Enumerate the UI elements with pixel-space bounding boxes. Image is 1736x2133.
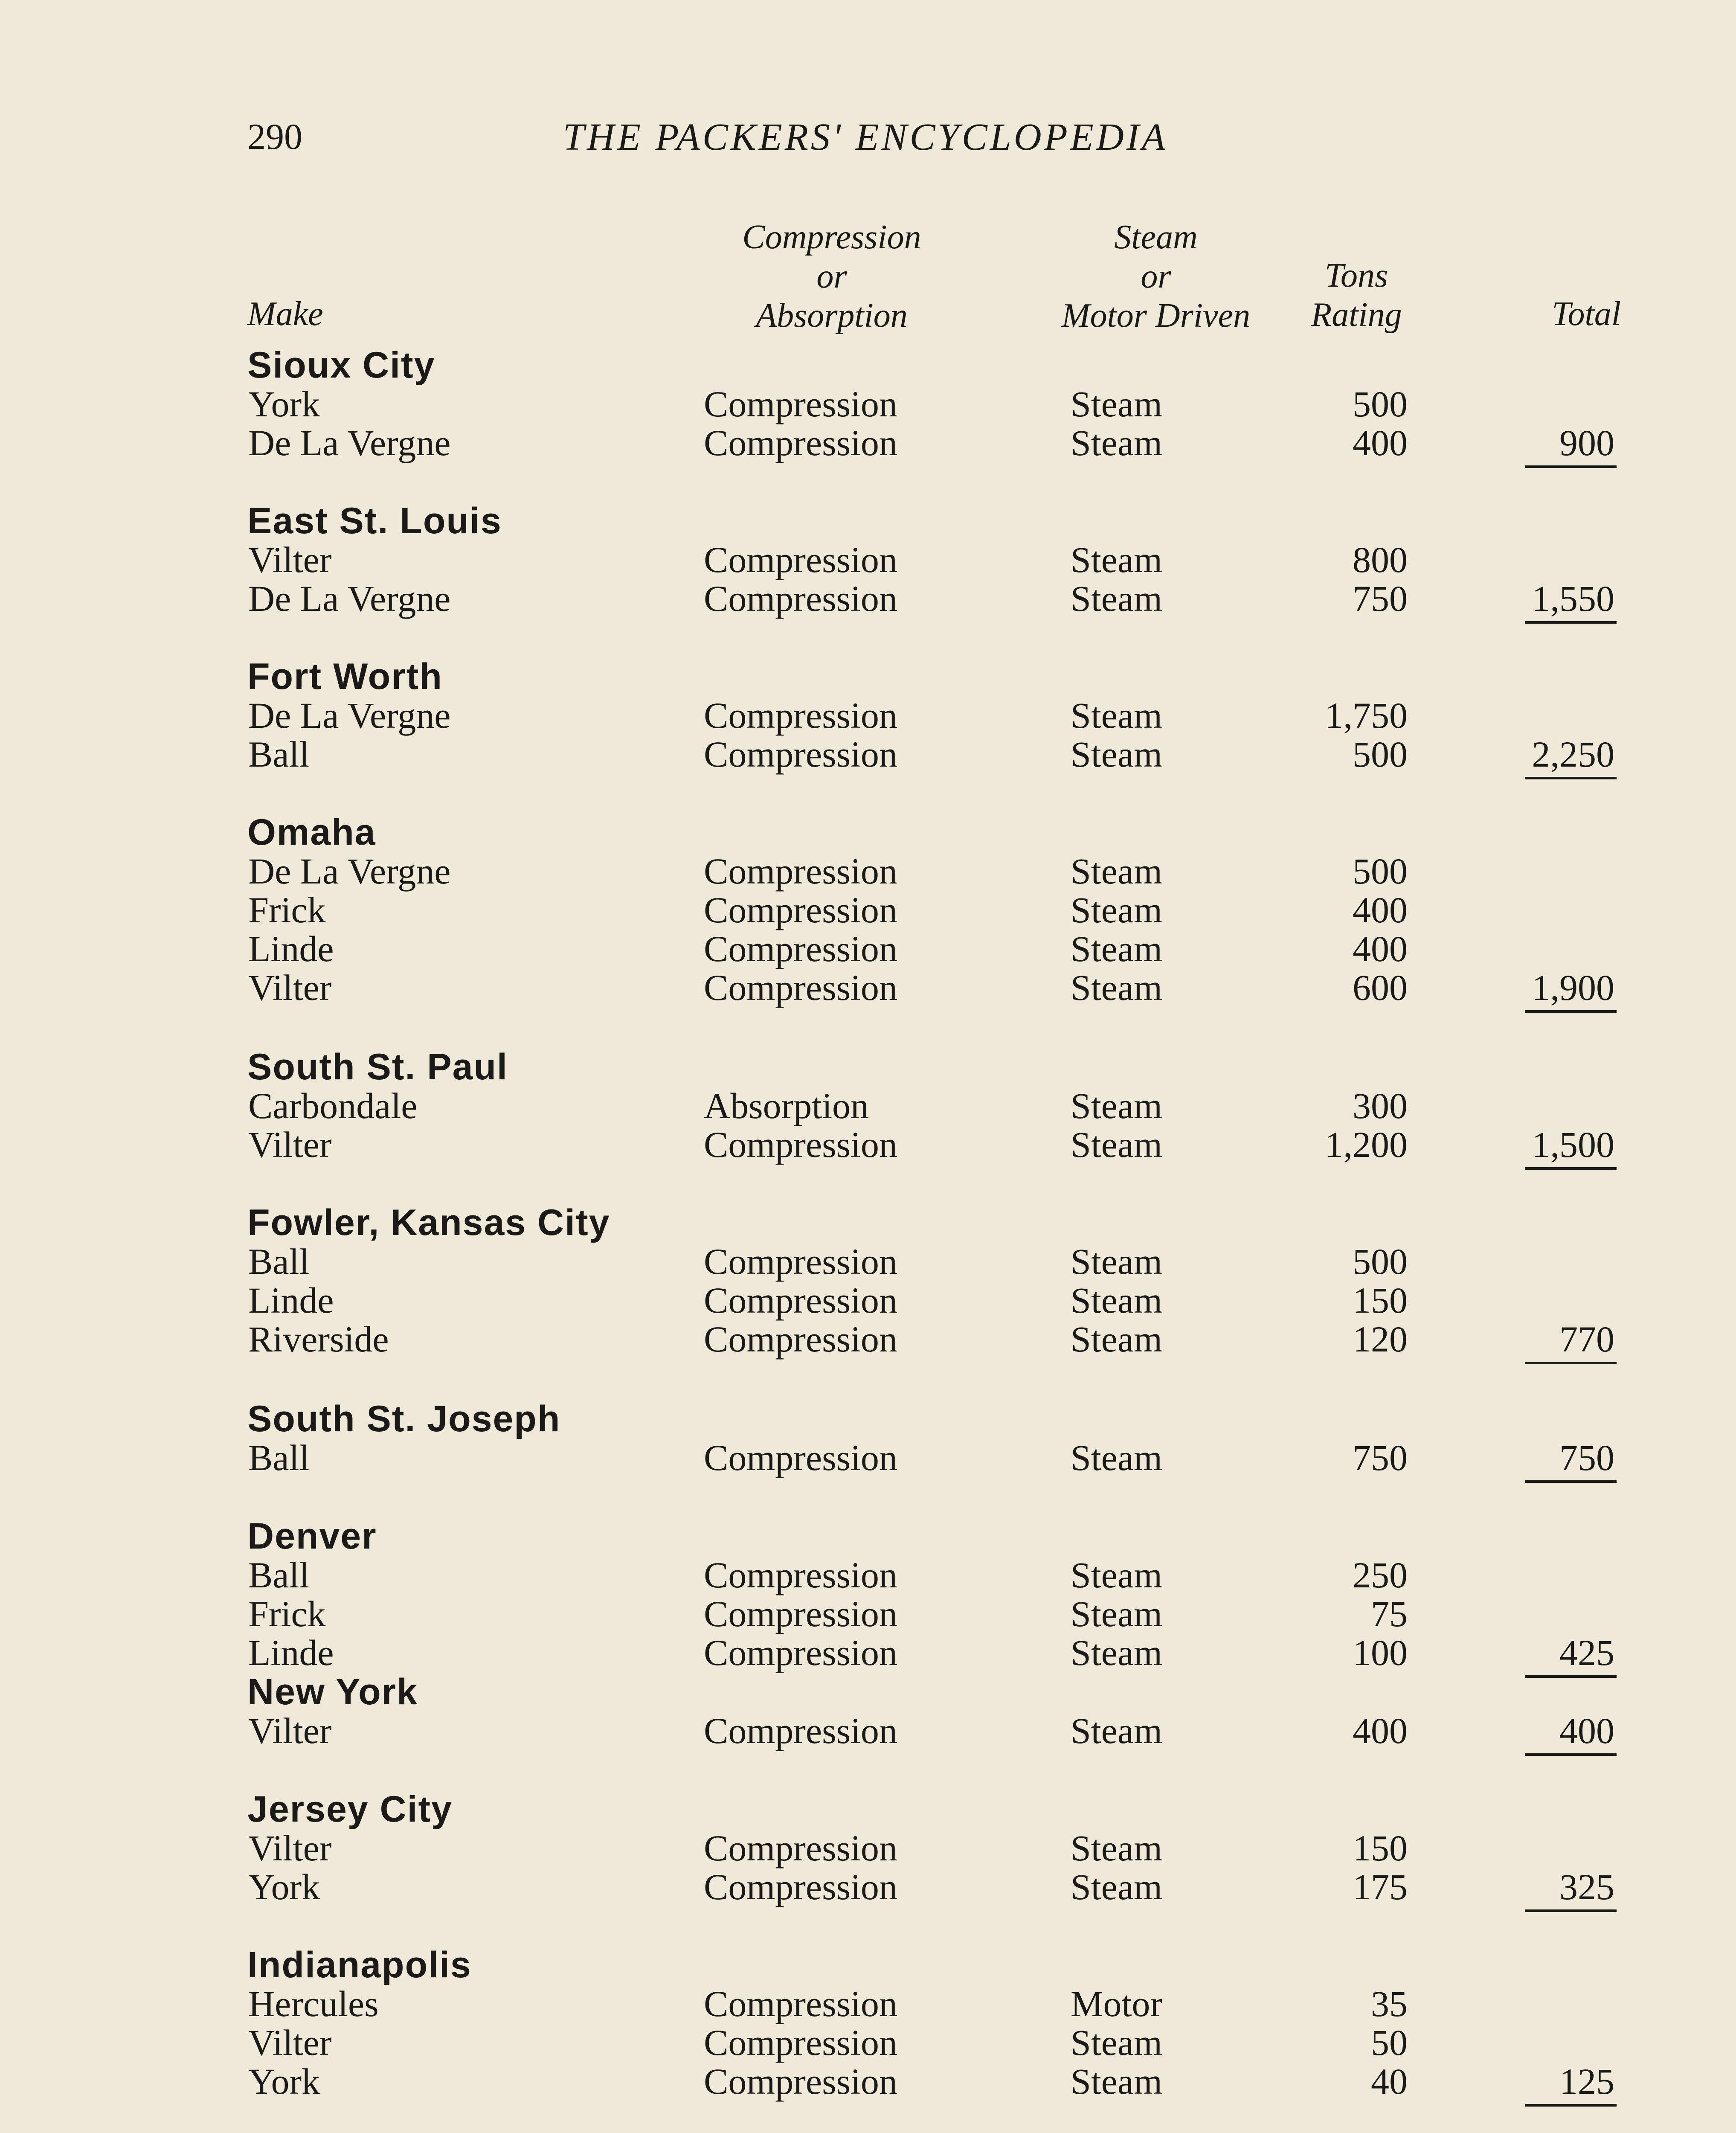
cell-total: 425 xyxy=(1559,1632,1614,1673)
cell-drive: Steam xyxy=(1071,1124,1162,1165)
column-header-tons xyxy=(1288,256,1425,334)
cell-tons: 400 xyxy=(1353,1710,1408,1751)
cell-make: Vilter xyxy=(248,1710,332,1751)
page-number: 290 xyxy=(247,116,302,157)
cell-make: Frick xyxy=(248,1593,326,1634)
cell-tons: 175 xyxy=(1353,1866,1408,1907)
cell-drive: Steam xyxy=(1071,2061,1162,2102)
table-row xyxy=(0,1319,1736,1359)
page-title: THE PACKERS' ENCYCLOPEDIA xyxy=(563,116,1168,158)
column-header-method xyxy=(682,218,981,335)
column-header-tons-line: Rating xyxy=(1311,296,1402,334)
column-header-make-label: Make xyxy=(247,295,323,333)
cell-make: York xyxy=(248,2061,320,2102)
total-rule xyxy=(1525,465,1617,468)
cell-tons: 800 xyxy=(1353,539,1408,580)
cell-tons: 50 xyxy=(1371,2022,1408,2063)
table-row xyxy=(0,540,1736,579)
cell-method: Absorption xyxy=(704,1085,869,1126)
column-header-method-line: Absorption xyxy=(756,297,908,334)
cell-total: 1,550 xyxy=(1532,578,1614,619)
cell-make: De La Vergne xyxy=(248,851,451,892)
table-row xyxy=(0,1711,1736,1750)
cell-make: De La Vergne xyxy=(248,695,451,736)
city-heading: Jersey City xyxy=(247,1789,453,1830)
cell-drive: Steam xyxy=(1071,1710,1162,1751)
column-header-tons-line: Tons xyxy=(1324,257,1388,294)
cell-make: York xyxy=(248,1866,320,1907)
total-rule xyxy=(1525,1753,1617,1756)
total-rule xyxy=(1525,2104,1617,2107)
cell-method: Compression xyxy=(704,1555,897,1595)
cell-tons: 500 xyxy=(1353,734,1408,775)
cell-make: Linde xyxy=(248,1280,334,1321)
table-row xyxy=(0,1438,1736,1477)
cell-make: Linde xyxy=(248,928,334,969)
table-row xyxy=(0,1086,1736,1125)
cell-total: 125 xyxy=(1559,2061,1614,2102)
table-row xyxy=(0,890,1736,930)
table-row xyxy=(0,423,1736,462)
cell-method: Compression xyxy=(704,889,897,930)
cell-make: De La Vergne xyxy=(248,578,451,619)
city-heading: South St. Joseph xyxy=(247,1398,561,1439)
cell-drive: Steam xyxy=(1071,422,1162,463)
column-header-method-line: Compression xyxy=(742,218,921,256)
cell-make: Vilter xyxy=(248,1124,332,1165)
cell-drive: Steam xyxy=(1071,1085,1162,1126)
cell-tons: 750 xyxy=(1353,578,1408,619)
column-header-drive-line: or xyxy=(1141,258,1171,295)
cell-total: 1,500 xyxy=(1532,1124,1614,1165)
city-heading: South St. Paul xyxy=(247,1046,508,1087)
total-rule xyxy=(1525,1675,1617,1678)
cell-total: 770 xyxy=(1559,1319,1614,1360)
cell-tons: 1,200 xyxy=(1325,1124,1408,1165)
cell-tons: 120 xyxy=(1353,1319,1408,1360)
cell-make: Linde xyxy=(248,1632,334,1673)
cell-drive: Steam xyxy=(1071,734,1162,775)
cell-make: Vilter xyxy=(248,2022,332,2063)
table-row xyxy=(0,968,1736,1007)
table-row xyxy=(0,1594,1736,1633)
running-head xyxy=(247,115,1612,162)
table-row xyxy=(0,1867,1736,1906)
cell-method: Compression xyxy=(704,851,897,892)
column-header-make xyxy=(247,294,323,334)
city-heading: Fort Worth xyxy=(247,656,443,697)
cell-method: Compression xyxy=(704,1593,897,1634)
table-row xyxy=(0,2062,1736,2101)
total-rule xyxy=(1525,1480,1617,1483)
cell-tons: 35 xyxy=(1371,1983,1408,2024)
table-row xyxy=(0,735,1736,774)
cell-tons: 500 xyxy=(1353,384,1408,424)
cell-drive: Steam xyxy=(1071,1241,1162,1282)
cell-method: Compression xyxy=(704,1828,897,1869)
cell-method: Compression xyxy=(704,539,897,580)
total-rule xyxy=(1525,1909,1617,1912)
cell-tons: 500 xyxy=(1353,851,1408,892)
city-heading: Indianapolis xyxy=(247,1944,472,1985)
cell-method: Compression xyxy=(704,967,897,1008)
cell-tons: 750 xyxy=(1353,1437,1408,1478)
city-heading: New York xyxy=(247,1671,418,1712)
cell-method: Compression xyxy=(704,578,897,619)
cell-make: Ball xyxy=(248,734,310,775)
cell-make: Ball xyxy=(248,1555,310,1595)
cell-drive: Steam xyxy=(1071,2022,1162,2063)
table-row xyxy=(0,1828,1736,1868)
total-rule xyxy=(1525,621,1617,624)
cell-total: 750 xyxy=(1559,1437,1614,1478)
table-row xyxy=(0,2023,1736,2062)
cell-method: Compression xyxy=(704,2061,897,2102)
cell-tons: 150 xyxy=(1353,1828,1408,1869)
total-rule xyxy=(1525,777,1617,779)
cell-method: Compression xyxy=(704,1983,897,2024)
cell-method: Compression xyxy=(704,422,897,463)
cell-drive: Steam xyxy=(1071,1828,1162,1869)
total-rule xyxy=(1525,1010,1617,1013)
cell-method: Compression xyxy=(704,1437,897,1478)
cell-drive: Steam xyxy=(1071,1555,1162,1595)
cell-make: Vilter xyxy=(248,1828,332,1869)
cell-total: 2,250 xyxy=(1532,734,1614,775)
cell-tons: 400 xyxy=(1353,889,1408,930)
cell-method: Compression xyxy=(704,695,897,736)
cell-drive: Steam xyxy=(1071,384,1162,424)
cell-method: Compression xyxy=(704,1632,897,1673)
cell-drive: Steam xyxy=(1071,851,1162,892)
cell-tons: 300 xyxy=(1353,1085,1408,1126)
cell-method: Compression xyxy=(704,1866,897,1907)
cell-drive: Steam xyxy=(1071,1632,1162,1673)
cell-tons: 75 xyxy=(1371,1593,1408,1634)
table-row xyxy=(0,1125,1736,1164)
total-rule xyxy=(1525,1167,1617,1170)
table-row xyxy=(0,1555,1736,1595)
cell-drive: Steam xyxy=(1071,578,1162,619)
cell-drive: Steam xyxy=(1071,967,1162,1008)
city-heading: East St. Louis xyxy=(247,500,502,541)
column-header-total-label: Total xyxy=(1552,295,1621,333)
cell-make: De La Vergne xyxy=(248,422,451,463)
cell-make: Frick xyxy=(248,889,326,930)
city-heading: Fowler, Kansas City xyxy=(247,1202,610,1243)
cell-total: 400 xyxy=(1559,1710,1614,1751)
cell-total: 900 xyxy=(1559,422,1614,463)
column-header-drive-line: Steam xyxy=(1114,218,1198,256)
cell-tons: 1,750 xyxy=(1325,695,1408,736)
table-row xyxy=(0,1281,1736,1320)
column-header-drive xyxy=(1002,218,1309,335)
cell-make: Ball xyxy=(248,1437,310,1478)
column-header-method-line: or xyxy=(816,258,847,295)
cell-drive: Steam xyxy=(1071,1280,1162,1321)
cell-drive: Motor xyxy=(1071,1983,1162,2024)
column-header-drive-line: Motor Driven xyxy=(1061,297,1251,334)
cell-total: 325 xyxy=(1559,1866,1614,1907)
cell-method: Compression xyxy=(704,734,897,775)
cell-drive: Steam xyxy=(1071,1593,1162,1634)
cell-method: Compression xyxy=(704,1280,897,1321)
cell-drive: Steam xyxy=(1071,1319,1162,1360)
table-row xyxy=(0,579,1736,618)
cell-make: Riverside xyxy=(248,1319,389,1360)
table-row xyxy=(0,384,1736,424)
cell-method: Compression xyxy=(704,1710,897,1751)
cell-tons: 400 xyxy=(1353,422,1408,463)
cell-tons: 250 xyxy=(1353,1555,1408,1595)
table-row xyxy=(0,1242,1736,1281)
table-row xyxy=(0,1633,1736,1672)
table-row xyxy=(0,851,1736,891)
cell-tons: 600 xyxy=(1353,967,1408,1008)
cell-tons: 100 xyxy=(1353,1632,1408,1673)
table-row xyxy=(0,1984,1736,2023)
cell-drive: Steam xyxy=(1071,1437,1162,1478)
cell-drive: Steam xyxy=(1071,539,1162,580)
cell-tons: 500 xyxy=(1353,1241,1408,1282)
cell-tons: 400 xyxy=(1353,928,1408,969)
cell-drive: Steam xyxy=(1071,928,1162,969)
total-rule xyxy=(1525,1362,1617,1364)
cell-drive: Steam xyxy=(1071,1866,1162,1907)
table-row xyxy=(0,696,1736,735)
cell-drive: Steam xyxy=(1071,889,1162,930)
cell-make: York xyxy=(248,384,320,424)
cell-method: Compression xyxy=(704,384,897,424)
city-heading: Denver xyxy=(247,1516,377,1557)
cell-method: Compression xyxy=(704,928,897,969)
cell-make: Hercules xyxy=(248,1983,379,2024)
cell-tons: 40 xyxy=(1371,2061,1408,2102)
cell-method: Compression xyxy=(704,1124,897,1165)
cell-method: Compression xyxy=(704,1241,897,1282)
cell-make: Vilter xyxy=(248,967,332,1008)
cell-method: Compression xyxy=(704,1319,897,1360)
cell-make: Carbondale xyxy=(248,1085,418,1126)
cell-make: Ball xyxy=(248,1241,310,1282)
cell-make: Vilter xyxy=(248,539,332,580)
city-heading: Omaha xyxy=(247,812,376,853)
city-heading: Sioux City xyxy=(247,345,435,386)
cell-method: Compression xyxy=(704,2022,897,2063)
column-header-total xyxy=(1493,294,1621,334)
cell-drive: Steam xyxy=(1071,695,1162,736)
cell-total: 1,900 xyxy=(1532,967,1614,1008)
table-row xyxy=(0,929,1736,968)
cell-tons: 150 xyxy=(1353,1280,1408,1321)
